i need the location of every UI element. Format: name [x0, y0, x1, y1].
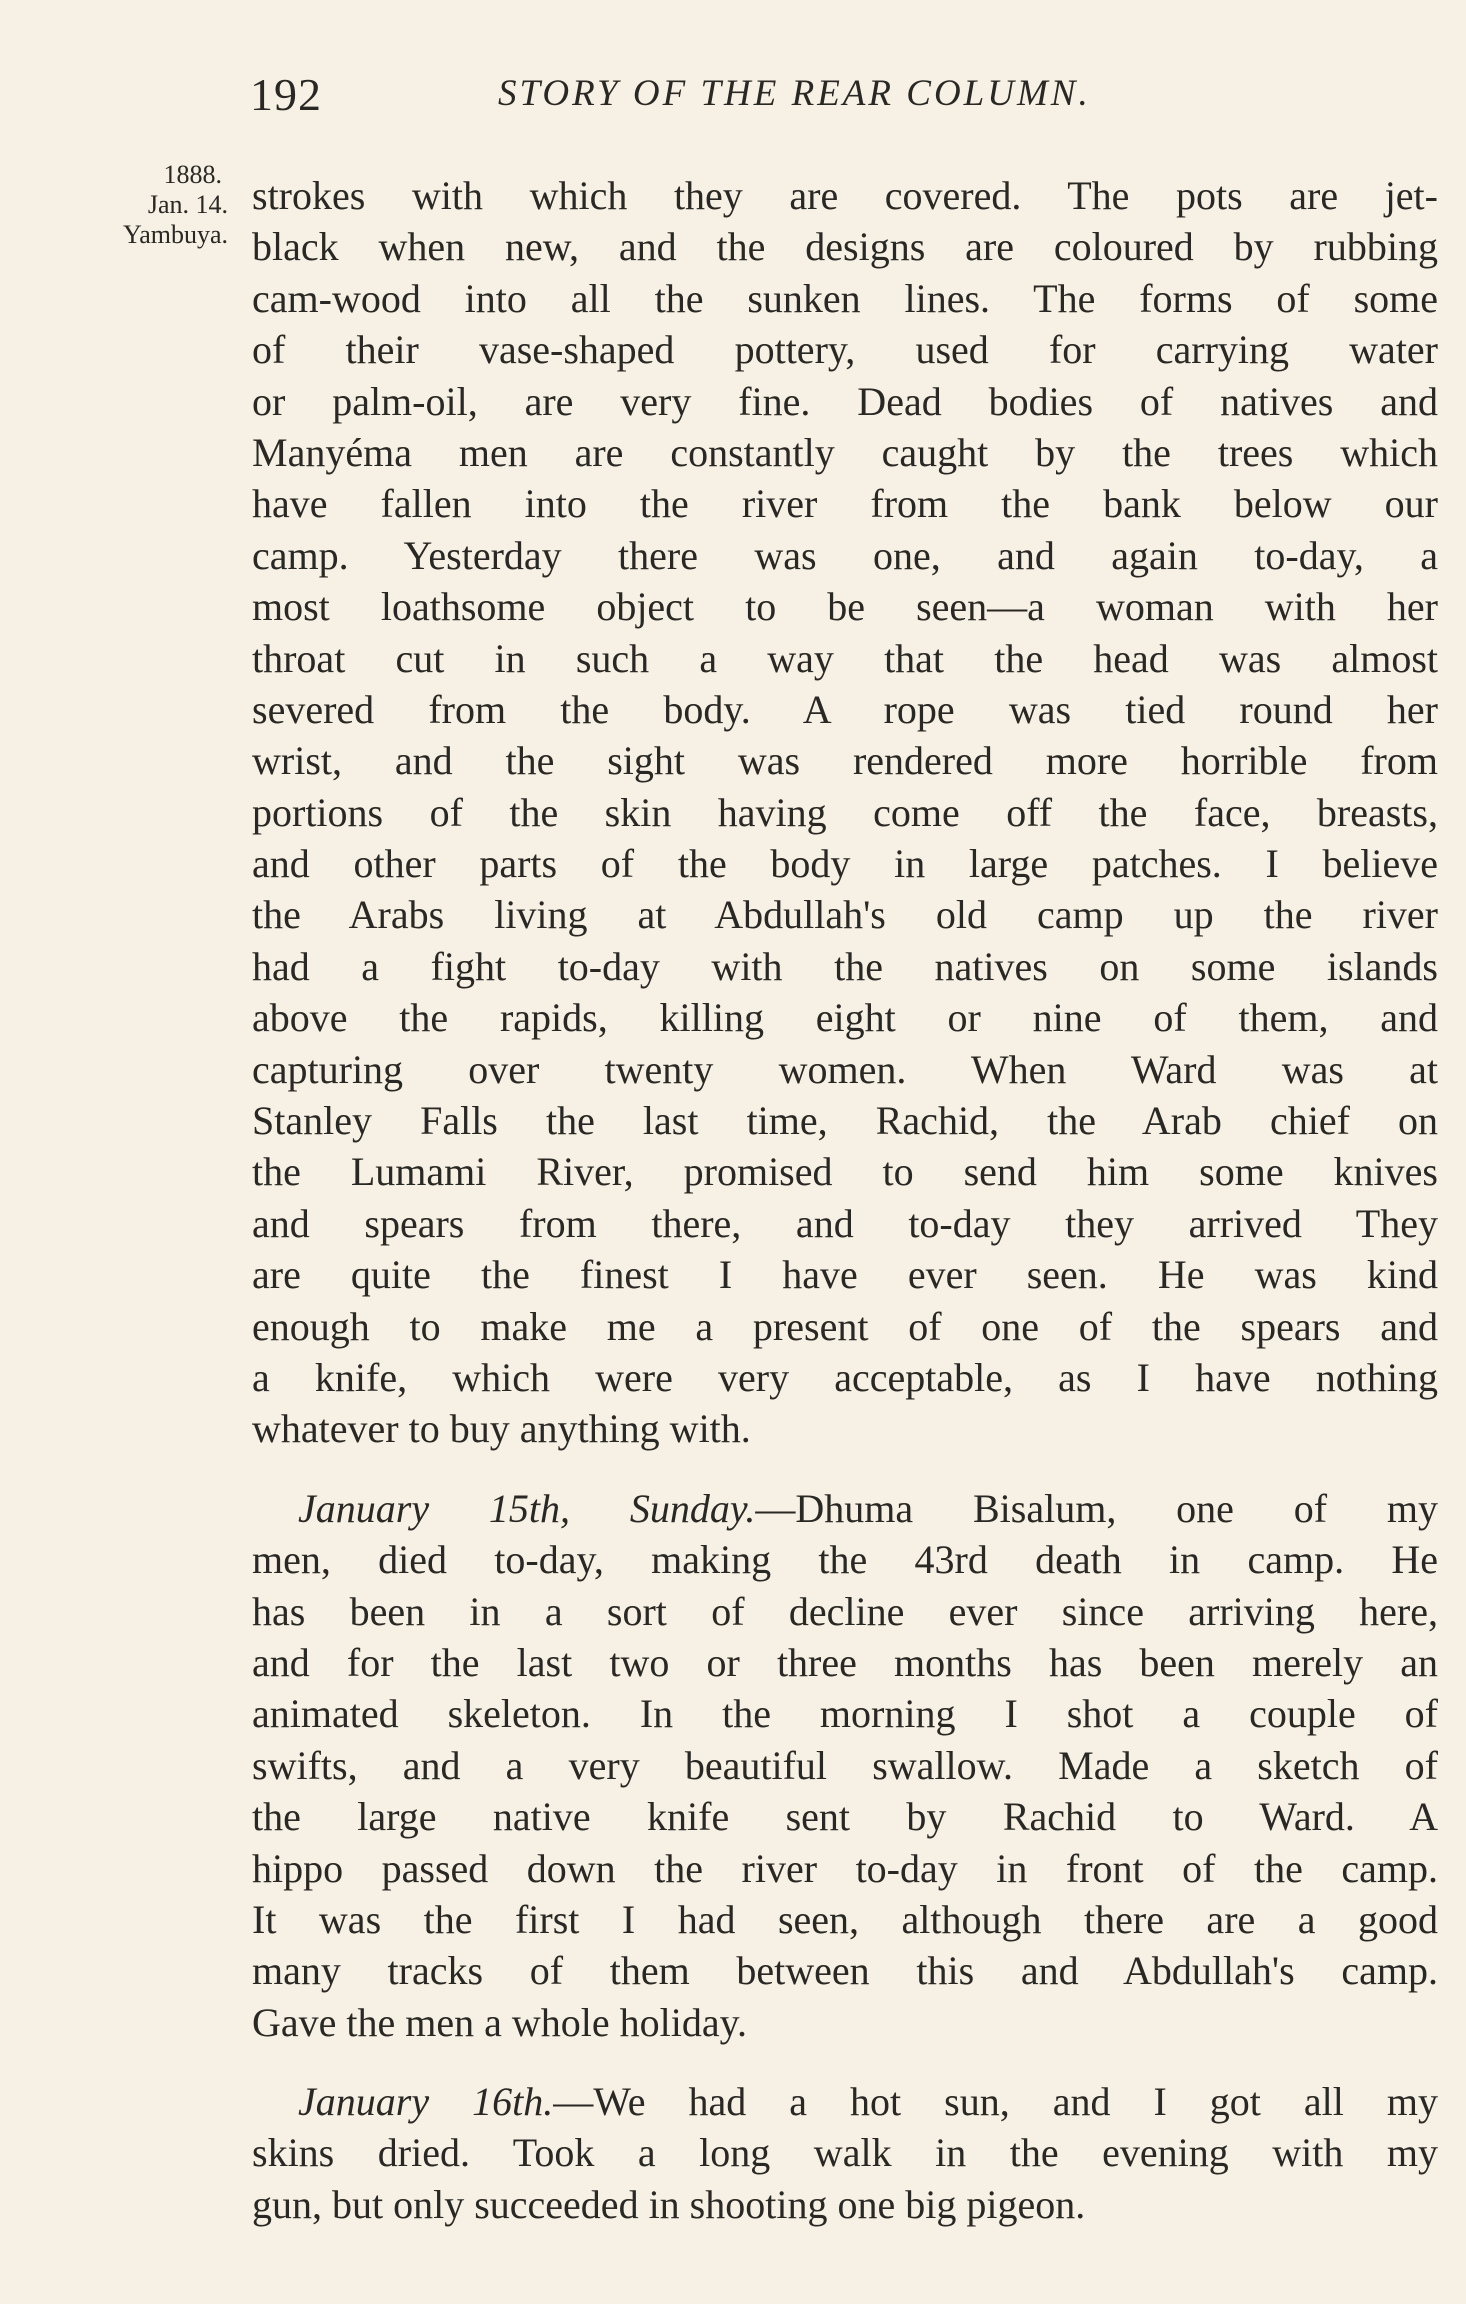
text-line: swifts, and a very beautiful swallow. Made a sketch of	[252, 1742, 1438, 1788]
text-line: the large native knife sent by Rachid to Ward. A	[252, 1794, 1438, 1840]
margin-year: 1888.	[163, 160, 222, 189]
text-line: throat cut in such a way that the head was almost	[252, 635, 1438, 681]
text-line: wrist, and the sight was rendered more horrible from	[252, 738, 1438, 784]
text-line: cam-wood into all the sunken lines. The forms of some	[252, 275, 1438, 321]
text-line: of their vase-shaped pottery, used for carrying water	[252, 327, 1438, 373]
text-line: camp. Yesterday there was one, and again to-day, a	[252, 532, 1438, 578]
margin-date: Jan. 14.	[147, 190, 228, 219]
running-head	[250, 68, 1250, 128]
paragraph-gap	[252, 1455, 1438, 1483]
entry-text: —We had a hot sun, and I got all my	[553, 2079, 1439, 2125]
entry-date: January 16th.	[298, 2079, 554, 2125]
margin-note	[78, 160, 228, 250]
text-line: Gave the men a whole holiday.	[252, 1999, 748, 2045]
text-line: enough to make me a present of one of the spears and	[252, 1303, 1438, 1349]
text-line: animated skeleton. In the morning I shot a couple of	[252, 1691, 1438, 1737]
text-line: and other parts of the body in large patches. I believe	[252, 841, 1438, 887]
text-line: or palm-oil, are very fine. Dead bodies of natives and	[252, 378, 1438, 424]
text-line	[252, 1483, 1438, 1534]
text-line: Manyéma men are constantly caught by the trees which	[252, 429, 1438, 475]
text-line: capturing over twenty women. When Ward was at	[252, 1046, 1438, 1092]
text-line: skins dried. Took a long walk in the evening with my	[252, 2130, 1438, 2176]
page-number: 192	[250, 69, 322, 120]
text-line: has been in a sort of decline ever since arriving here,	[252, 1588, 1438, 1634]
text-line	[252, 2076, 1438, 2127]
text-line: the Lumami River, promised to send him some knives	[252, 1149, 1438, 1195]
text-line: whatever to buy anything with.	[252, 1406, 751, 1452]
running-title: STORY OF THE REAR COLUMN.	[498, 73, 1091, 114]
text-line: gun, but only succeeded in shooting one big pigeon.	[252, 2181, 1086, 2227]
text-line: are quite the finest I have ever seen. He was kind	[252, 1252, 1438, 1298]
text-line: black when new, and the designs are coloured by rubbing	[252, 224, 1438, 270]
paragraph-gap	[252, 2048, 1438, 2076]
text-line: strokes with which they are covered. The pots are jet-	[252, 173, 1438, 218]
text-line: most loathsome object to be seen—a woman with her	[252, 584, 1438, 630]
paragraph-3	[252, 2076, 1438, 2230]
text-line: and for the last two or three months has been merely an	[252, 1639, 1438, 1685]
text-line: men, died to-day, making the 43rd death in camp. He	[252, 1537, 1438, 1583]
text-line: portions of the skin having come off the face, breasts,	[252, 789, 1438, 835]
text-line: above the rapids, killing eight or nine of them, and	[252, 995, 1438, 1041]
paragraph-1	[252, 170, 1438, 1455]
text-line: have fallen into the river from the bank below our	[252, 481, 1438, 527]
text-line: had a fight to-day with the natives on some islands	[252, 943, 1438, 989]
text-line: hippo passed down the river to-day in front of the camp.	[252, 1845, 1438, 1891]
margin-place: Yambuya.	[123, 220, 228, 249]
paragraph-2	[252, 1483, 1438, 2048]
text-line: many tracks of them between this and Abdullah's camp.	[252, 1948, 1438, 1994]
text-line: It was the first I had seen, although there are a good	[252, 1896, 1438, 1942]
text-line: and spears from there, and to-day they arrived They	[252, 1200, 1438, 1246]
text-line: severed from the body. A rope was tied round her	[252, 686, 1438, 732]
text-line: Stanley Falls the last time, Rachid, the Arab chief on	[252, 1098, 1438, 1144]
text-line: a knife, which were very acceptable, as I have nothing	[252, 1354, 1438, 1400]
text-line: the Arabs living at Abdullah's old camp up the river	[252, 892, 1438, 938]
entry-text: —Dhuma Bisalum, one of my	[755, 1485, 1439, 1531]
entry-date: January 15th, Sunday.	[298, 1485, 756, 1531]
body-text	[252, 170, 1438, 2230]
